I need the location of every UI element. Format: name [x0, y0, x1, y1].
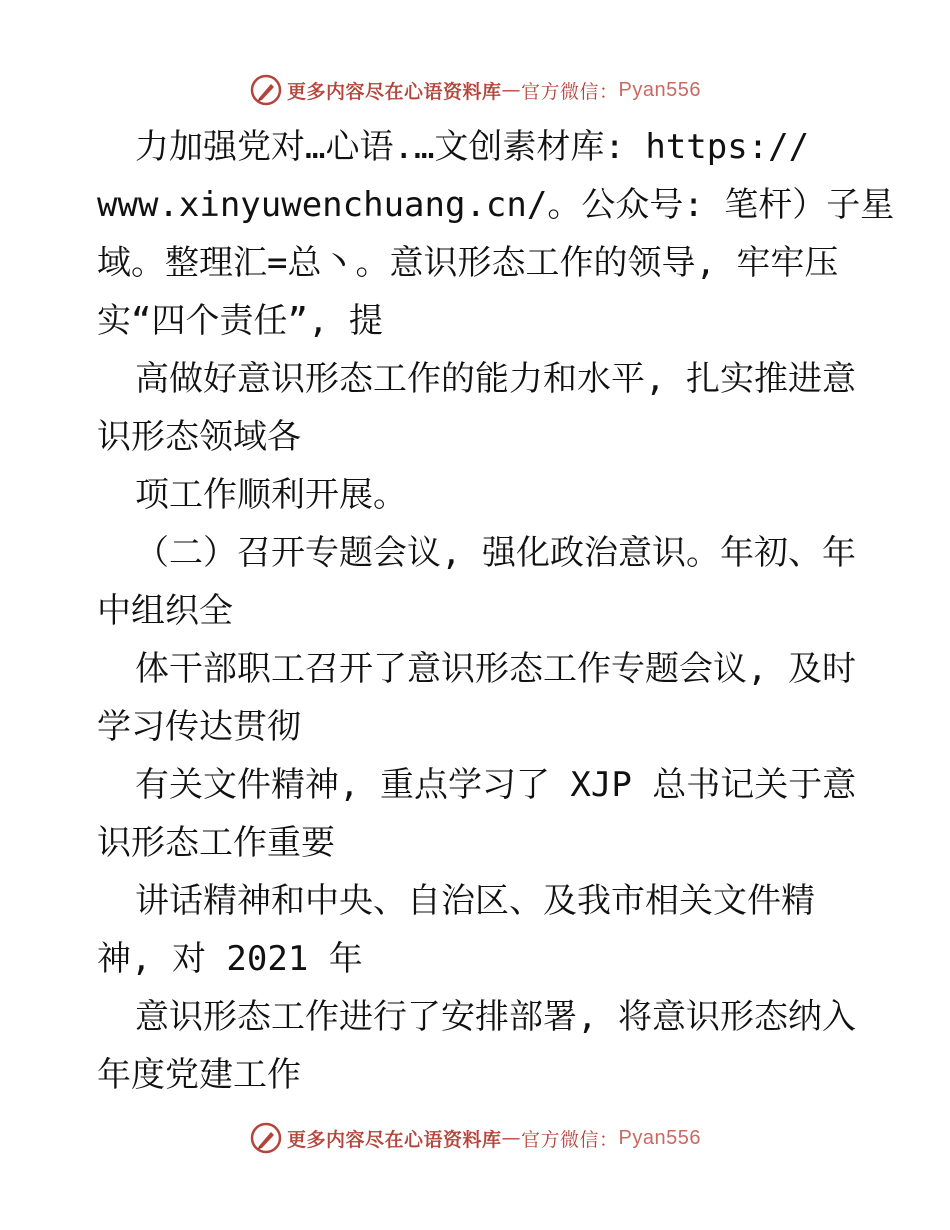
- banner-dash: —: [501, 79, 522, 101]
- text-line: 高做好意识形态工作的能力和水平, 扎实推进意: [135, 359, 856, 399]
- text-line: 讲话精神和中央、自治区、及我市相关文件精: [135, 881, 815, 921]
- banner-dash: —: [501, 1127, 522, 1149]
- text-line: 项工作顺利开展。: [135, 475, 407, 515]
- text-line: 力加强党对…心语.…文创素材库: https://: [135, 127, 810, 167]
- text-line: （二）召开专题会议, 强化政治意识。年初、年: [135, 533, 856, 573]
- text-line: 实“四个责任”, 提: [97, 301, 383, 341]
- pen-circle-logo-icon: [249, 73, 283, 107]
- text-line: 识形态工作重要: [97, 823, 335, 863]
- banner-wechat-id: Pyan556: [618, 1126, 701, 1149]
- document-body: [97, 118, 895, 1104]
- text-line: 体干部职工召开了意识形态工作专题会议, 及时: [135, 649, 856, 689]
- header-watermark-banner: [0, 70, 950, 110]
- banner-wechat-id: Pyan556: [618, 78, 701, 101]
- pen-circle-logo-icon: [249, 1121, 283, 1155]
- text-line: 年度党建工作: [97, 1055, 301, 1095]
- banner-main-text: 更多内容尽在心语资料库: [287, 80, 502, 103]
- text-line: 意识形态工作进行了安排部署, 将意识形态纳入: [135, 997, 856, 1037]
- banner-wechat-label: 官方微信：: [521, 1128, 619, 1151]
- text-line: www.xinyuwenchuang.cn/。公众号: 笔杆）子星: [97, 185, 895, 225]
- text-line: 中组织全: [97, 591, 233, 631]
- text-line: 有关文件精神, 重点学习了 XJP 总书记关于意: [135, 765, 857, 805]
- banner-main-text: 更多内容尽在心语资料库: [287, 1128, 502, 1151]
- banner-wechat-label: 官方微信：: [521, 80, 619, 103]
- text-line: 识形态领域各: [97, 417, 301, 457]
- text-line: 神, 对 2021 年: [97, 939, 363, 979]
- text-line: 域。整理汇=总丶。意识形态工作的领导, 牢牢压: [97, 243, 839, 283]
- text-line: 学习传达贯彻: [97, 707, 301, 747]
- footer-watermark-banner: [0, 1118, 950, 1158]
